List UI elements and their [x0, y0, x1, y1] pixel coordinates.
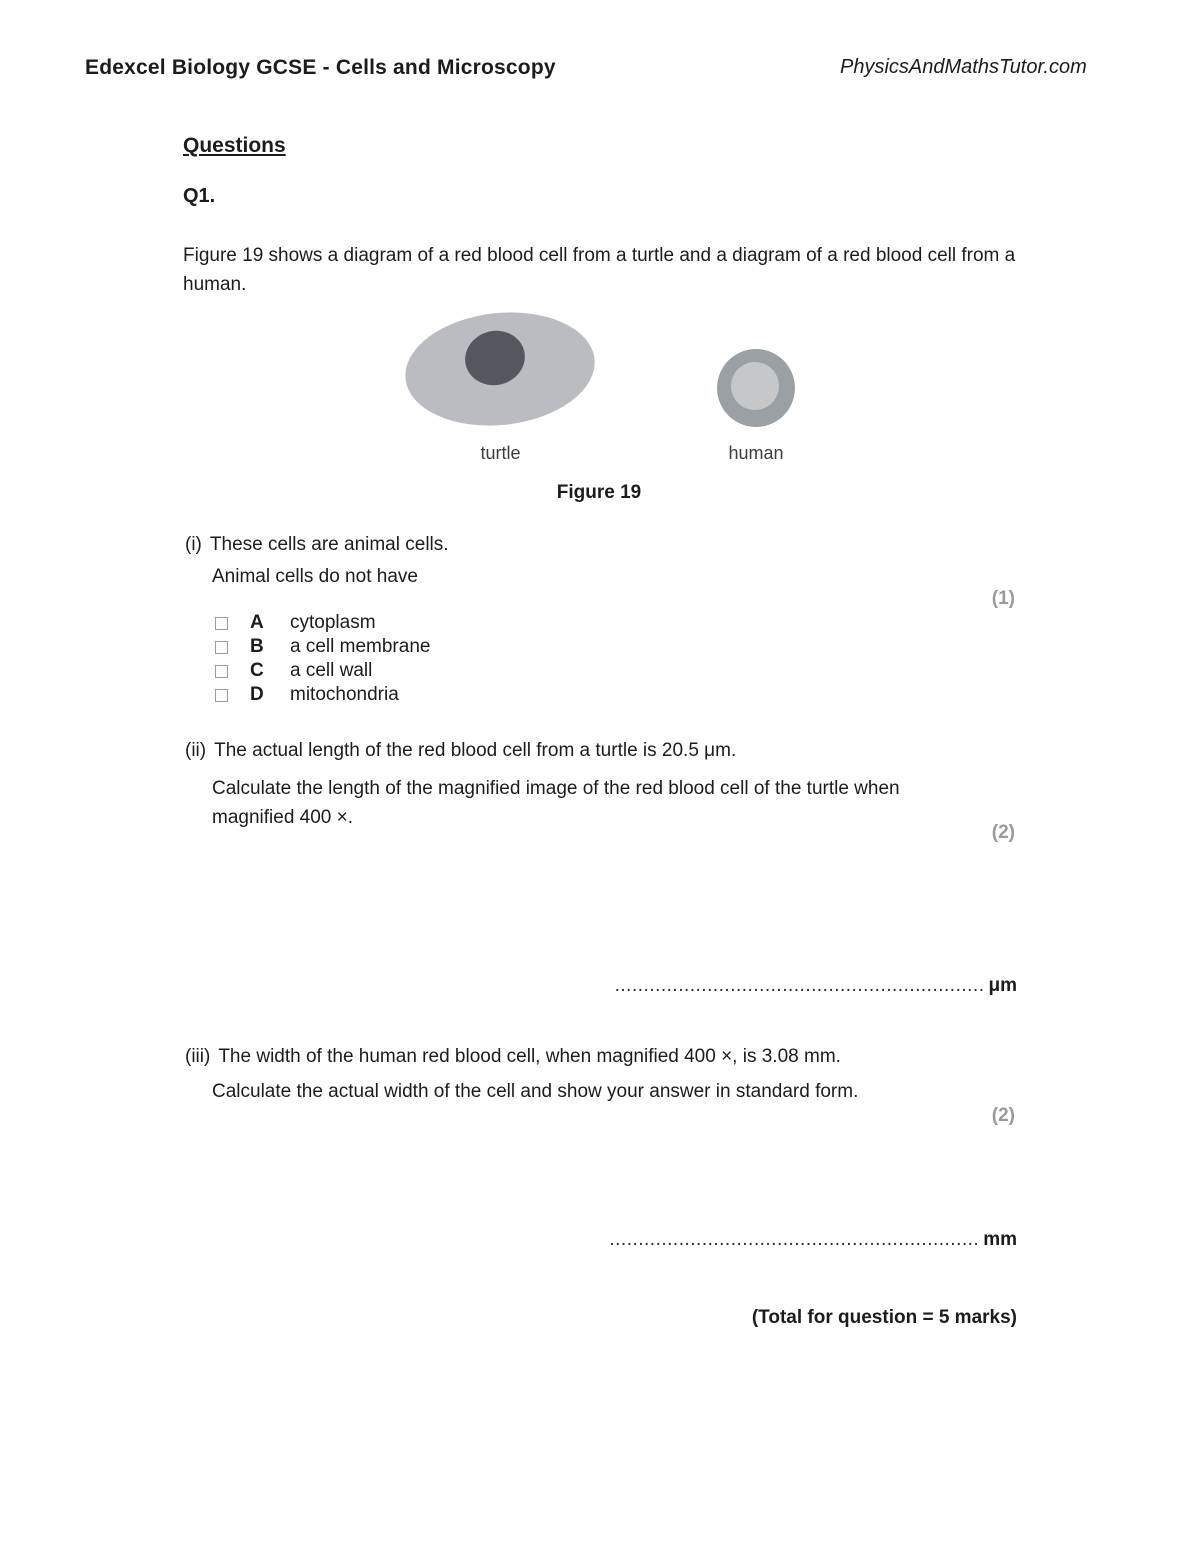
option-c-checkbox[interactable] — [215, 665, 228, 678]
total-marks: (Total for question = 5 marks) — [751, 1307, 1017, 1328]
option-d-checkbox[interactable] — [215, 689, 228, 702]
option-c-text: a cell wall — [290, 660, 373, 681]
option-b-text: a cell membrane — [290, 636, 431, 657]
option-row-c — [215, 659, 430, 683]
option-c-letter: C — [250, 660, 264, 681]
part-ii-subtext: Calculate the length of the magnified image of the red blood cell of the turtle when magnified 400 ×. — [212, 778, 900, 828]
part-iii-subtext: Calculate the actual width of the cell and show your answer in standard form. — [212, 1081, 859, 1102]
site-name: PhysicsAndMathsTutor.com — [840, 56, 1087, 78]
option-row-d — [215, 683, 430, 707]
part-iii-question — [185, 1043, 1045, 1072]
part-iii-label: (iii) — [185, 1046, 211, 1067]
answer-dots: ................................................................ — [614, 975, 985, 996]
part-iii-answer-line[interactable] — [609, 1229, 1017, 1251]
option-row-b — [215, 635, 430, 659]
human-cell-diagram — [716, 348, 796, 428]
part-i-subtext: Animal cells do not have — [212, 566, 418, 587]
option-b-letter: B — [250, 636, 264, 657]
figure-caption: Figure 19 — [556, 482, 642, 503]
part-i-marks: (1) — [991, 588, 1015, 609]
part-ii-label: (ii) — [185, 740, 207, 761]
option-row-a — [215, 611, 430, 635]
part-iii-text: The width of the human red blood cell, when magnified 400 ×, is 3.08 mm. — [218, 1046, 841, 1067]
human-label: human — [728, 443, 784, 463]
human-cell-inner — [731, 362, 779, 410]
part-ii-answer-line[interactable] — [615, 975, 1017, 997]
document-title: Edexcel Biology GCSE - Cells and Microscopy — [85, 56, 556, 79]
options-list — [215, 611, 430, 707]
part-i-question — [185, 531, 1015, 560]
turtle-cell-diagram — [403, 308, 598, 430]
part-ii-marks: (2) — [991, 822, 1015, 843]
answer-dots: ................................................................ — [609, 1229, 980, 1250]
option-b-checkbox[interactable] — [215, 641, 228, 654]
section-title: Questions — [183, 134, 286, 157]
question-number: Q1. — [183, 185, 216, 207]
turtle-label: turtle — [480, 443, 521, 463]
option-a-letter: A — [250, 612, 264, 633]
answer-unit-um: μm — [988, 975, 1017, 996]
option-a-checkbox[interactable] — [215, 617, 228, 630]
part-ii-question — [185, 737, 1025, 766]
option-d-letter: D — [250, 684, 264, 705]
question-intro: Figure 19 shows a diagram of a red blood cell from a turtle and a diagram of a red blood cell from a human. — [183, 245, 1016, 296]
part-ii-text: The actual length of the red blood cell from a turtle is 20.5 μm. — [214, 740, 737, 761]
answer-unit-mm: mm — [983, 1229, 1017, 1250]
part-i-label: (i) — [185, 534, 202, 555]
option-d-text: mitochondria — [290, 684, 399, 705]
part-iii-marks: (2) — [991, 1105, 1015, 1126]
part-i-text: These cells are animal cells. — [209, 534, 449, 555]
option-a-text: cytoplasm — [290, 612, 376, 633]
